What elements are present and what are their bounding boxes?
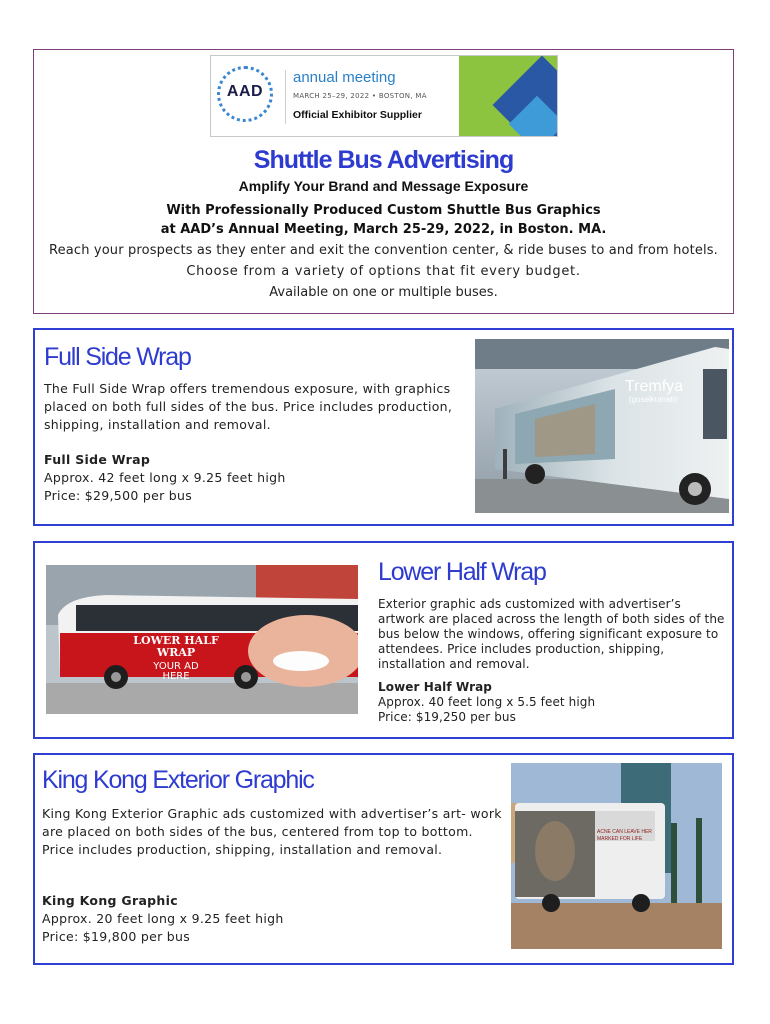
photo-brand-sub: (guselkumab) xyxy=(629,395,678,404)
king-kong-section xyxy=(33,753,734,965)
full-side-wrap-title: Full Side Wrap xyxy=(44,343,191,371)
lower-half-wrap-section xyxy=(33,541,734,739)
intro-line-3: Reach your prospects as they enter and exit the convention center, & ride buses to and from hotels. xyxy=(49,243,718,258)
full-side-wrap-description: The Full Side Wrap offers tremendous exposure, with graphics placed on both full sides of the bus. Price includes production, shipping, installation and removal. xyxy=(44,381,453,432)
full-side-wrap-photo xyxy=(475,339,729,513)
full-side-wrap-price: Price: $29,500 per bus xyxy=(44,488,193,503)
lower-wrap-bus-image xyxy=(46,565,358,714)
page-subtitle: Amplify Your Brand and Message Exposure xyxy=(238,178,529,194)
king-kong-title: King Kong Exterior Graphic xyxy=(42,766,314,794)
lower-half-wrap-spec-heading: Lower Half Wrap xyxy=(378,680,492,694)
page-title: Shuttle Bus Advertising xyxy=(253,146,514,174)
photo-ad-line-1: ACNE CAN LEAVE HER xyxy=(597,829,652,835)
intro-line-5: Available on one or multiple buses. xyxy=(269,285,498,300)
lower-half-wrap-price: Price: $19,250 per bus xyxy=(378,710,516,724)
lower-half-wrap-specs xyxy=(378,680,728,725)
full-side-wrap-section xyxy=(33,328,734,526)
full-side-wrap-spec-heading: Full Side Wrap xyxy=(44,452,151,467)
logo-org: AAD xyxy=(226,83,264,100)
photo-line-2: WRAP xyxy=(156,646,196,659)
photo-line-4: HERE xyxy=(162,671,190,682)
king-kong-description: King Kong Exterior Graphic ads customized with advertiser’s art- work are placed on both sides of the bus, centered from top to bottom. Price includes production, shipping, installation and removal. xyxy=(42,806,502,857)
intro-line-4: Choose from a variety of options that fit every budget. xyxy=(186,264,581,279)
intro-line-2: at AAD’s Annual Meeting, March 25-29, 2022, in Boston. MA. xyxy=(160,222,607,237)
photo-ad-line-2: MARKED FOR LIFE xyxy=(597,836,643,842)
full-side-wrap-size: Approx. 42 feet long x 9.25 feet high xyxy=(44,470,286,485)
full-wrap-bus-image xyxy=(475,339,729,513)
photo-line-1: LOWER HALF xyxy=(133,634,219,647)
full-side-wrap-specs xyxy=(44,451,464,505)
header-panel xyxy=(33,49,734,314)
photo-line-3: YOUR AD xyxy=(153,661,199,672)
logo-event: annual meeting xyxy=(293,69,396,86)
king-kong-spec-heading: King Kong Graphic xyxy=(42,893,178,908)
logo-tagline: Official Exhibitor Supplier xyxy=(293,109,422,121)
photo-brand-text: Tremfya xyxy=(625,378,684,395)
intro-line-1: With Professionally Produced Custom Shuttle Bus Graphics xyxy=(166,203,601,218)
king-kong-price: Price: $19,800 per bus xyxy=(42,929,191,944)
logo-dates: MARCH 25–29, 2022 • BOSTON, MA xyxy=(293,92,427,100)
lower-half-wrap-size: Approx. 40 feet long x 5.5 feet high xyxy=(378,695,596,709)
aad-logo xyxy=(210,55,558,137)
king-kong-bus-image xyxy=(511,763,722,949)
lower-half-wrap-title: Lower Half Wrap xyxy=(378,558,546,586)
logo-divider xyxy=(285,70,286,124)
lower-half-wrap-description: Exterior graphic ads customized with advertiser’s artwork are placed across the length of both sides of the bus below the windows, offering significant exposure to attendees. Price includes production, shipping, installation and removal. xyxy=(378,597,725,671)
king-kong-photo xyxy=(511,763,722,949)
king-kong-size: Approx. 20 feet long x 9.25 feet high xyxy=(42,911,284,926)
king-kong-specs xyxy=(42,892,502,946)
lower-half-wrap-photo xyxy=(46,565,358,714)
